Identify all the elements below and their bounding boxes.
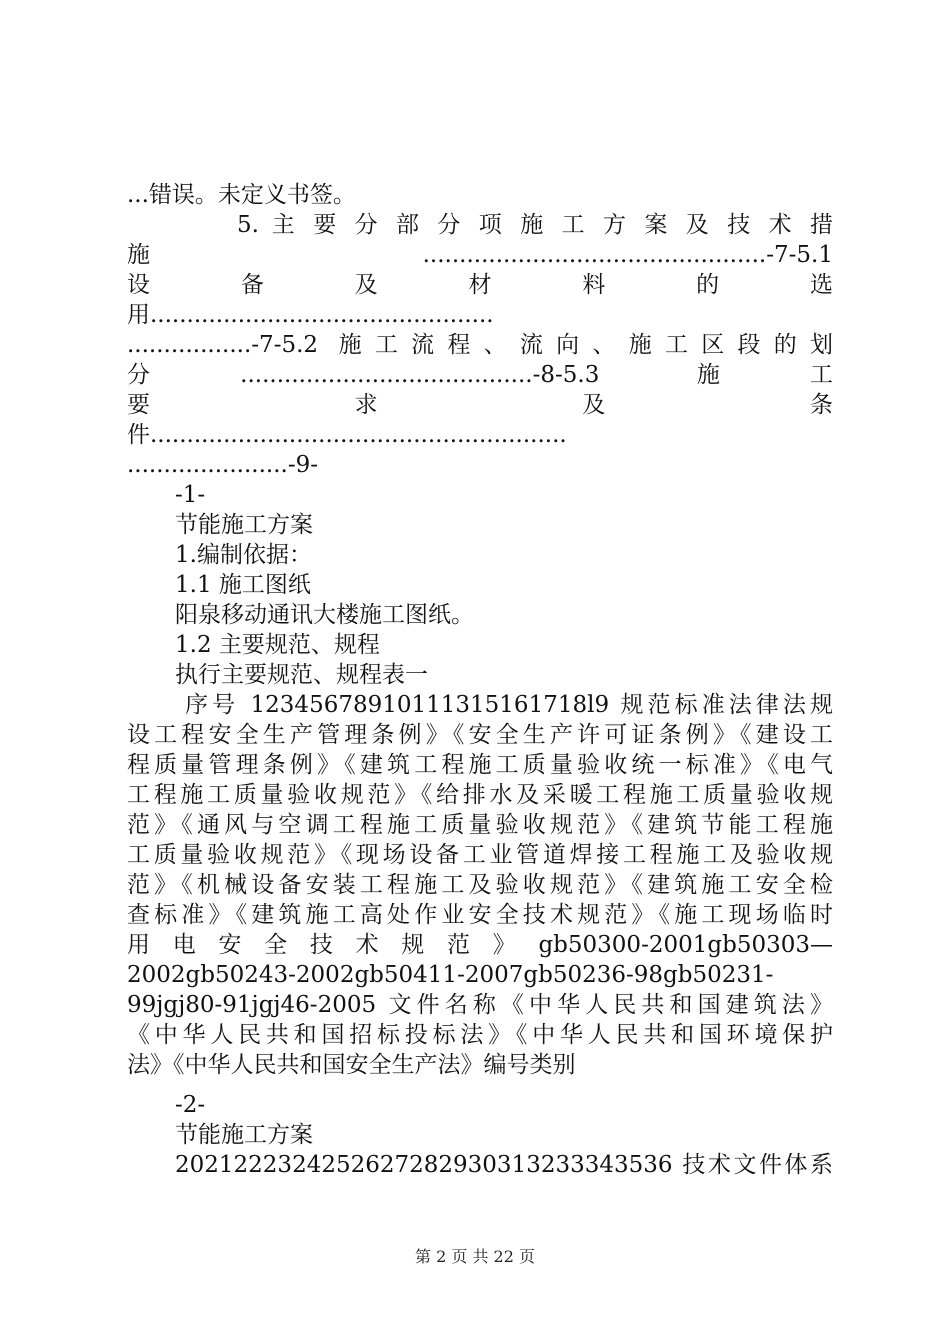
- body-line: 99jgj80-91jgj46-2005 文件名称《中华人民共和国建筑法》: [127, 992, 833, 1018]
- toc-line: 要 求 及 条: [127, 392, 833, 418]
- toc-line: .................-7-5.2 施工流程、流向、施工区段的划: [127, 332, 833, 358]
- section-heading: 1.1 施工图纸: [175, 572, 311, 598]
- body-line: 《中华人民共和国招标投标法》《中华人民共和国环境保护: [127, 1022, 833, 1048]
- body-line: 查标准》《建筑施工高处作业安全技术规范》《施工现场临时: [127, 902, 833, 928]
- body-line: 用 电 安 全 技 术 规 范 》 gb50300-2001gb50303—: [127, 932, 833, 958]
- toc-line: 用...............................................: [127, 302, 494, 328]
- body-line: 工程施工质量验收规范》《给排水及采暖工程施工质量验收规: [127, 782, 833, 808]
- toc-line: ......................-9-: [127, 452, 319, 478]
- body-line: 程质量管理条例》《建筑工程施工质量验收统一标准》《电气: [127, 752, 833, 778]
- body-line: 序号 12345678910111315161718l9 规范标准法律法规: [185, 692, 833, 718]
- toc-line: 5. 主 要 分 部 分 项 施 工 方 案 及 技 术 措: [237, 212, 833, 238]
- body-line: 法》《中华人民共和国安全生产法》编号类别: [127, 1052, 576, 1078]
- body-line: 设工程安全生产管理条例》《安全生产许可证条例》《建设工: [127, 722, 833, 748]
- section-text: 阳泉移动通讯大楼施工图纸。: [175, 602, 474, 628]
- section-heading: 1.编制依据：: [175, 542, 312, 568]
- section-heading: 1.2 主要规范、规程: [175, 632, 380, 658]
- toc-line: 施 ...............................................-7-5.1: [127, 242, 833, 268]
- body-line: 范》《通风与空调工程施工质量验收规范》《建筑节能工程施: [127, 812, 833, 838]
- toc-line: 件.........................................................: [127, 422, 567, 448]
- table-caption: 执行主要规范、规程表一: [175, 662, 428, 688]
- toc-line: ...错误。未定义书签。: [127, 182, 356, 208]
- body-line: 工质量验收规范》《现场设备工业管道焊接工程施工及验收规: [127, 842, 833, 868]
- body-line: 范》《机械设备安装工程施工及验收规范》《建筑施工安全检: [127, 872, 833, 898]
- header-title: 节能施工方案: [175, 512, 313, 538]
- toc-line: 分........................................-8-5.3 施工: [127, 362, 833, 388]
- toc-line: 设 备 及 材 料 的 选: [127, 272, 833, 298]
- body-line: 2021222324252627282930313233343536 技术文件体系: [175, 1152, 833, 1178]
- body-line: 2002gb50243-2002gb50411-2007gb50236-98gb50231-: [127, 962, 774, 988]
- page-marker: -1-: [175, 482, 206, 508]
- header-title: 节能施工方案: [175, 1122, 313, 1148]
- page-marker: -2-: [175, 1092, 206, 1118]
- page-footer: 第 2 页 共 22 页: [415, 1247, 535, 1266]
